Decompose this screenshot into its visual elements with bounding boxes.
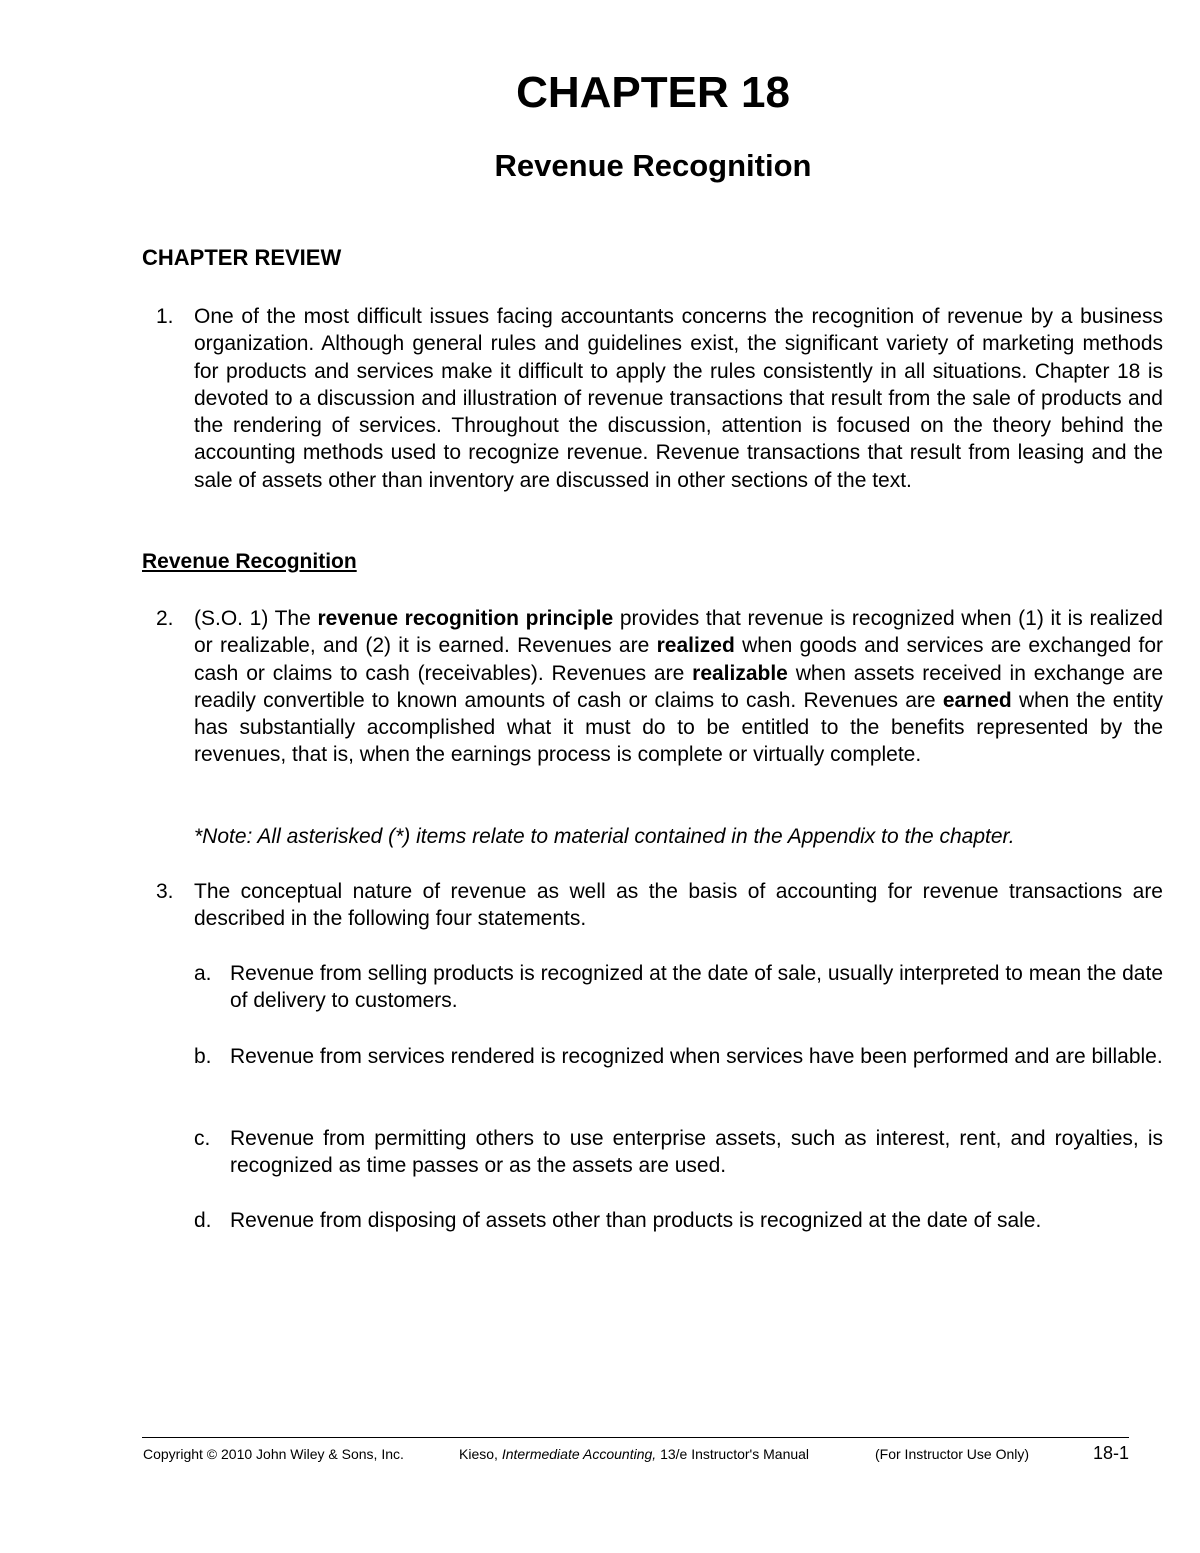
subsection-heading: Revenue Recognition <box>142 550 357 573</box>
book-title: Intermediate Accounting, <box>501 1446 657 1462</box>
statement-text: Revenue from selling products is recognized at the date of sale, usually interpreted to mean the date of delivery to customers. <box>230 962 1163 1013</box>
statement-text: Revenue from disposing of assets other than products is recognized at the date of sale. <box>230 1209 1042 1232</box>
item-text: The conceptual nature of revenue as well as the basis of accounting for revenue transactions are described in the following four statements. <box>194 880 1163 931</box>
statement-d <box>194 1207 1163 1234</box>
item-text: One of the most difficult issues facing accountants concerns the recognition of revenue by a business organization. Although general rules and guidelines exist, the significant variety of marketing methods for products and services make it difficult to apply the rules consistently in all situations. Chapter 18 is devoted to a discussion and illustration of revenue transactions that result from the sale of products and the rendering of services. Throughout the discussion, attention is focused on the theory behind the accounting methods used to recognize revenue. Revenue transactions that result from leasing and the sale of assets other than inventory are discussed in other sections of the text. <box>194 305 1163 492</box>
bold-term: realizable <box>692 661 788 685</box>
item-number: 2. <box>156 607 174 630</box>
author-name: Kieso, <box>459 1446 498 1462</box>
chapter-subtitle: Revenue Recognition <box>494 148 812 183</box>
text-run: provides that revenue is recognized when (1) it is realized or realizable, and (2) it is earned. Revenues are <box>194 607 1163 658</box>
chapter-title: CHAPTER 18 <box>516 68 790 117</box>
review-item-2 <box>142 605 1163 769</box>
item-number: 3. <box>156 880 174 903</box>
copyright-text: Copyright © 2010 John Wiley & Sons, Inc. <box>143 1446 404 1462</box>
statement-letter: d. <box>194 1209 212 1232</box>
item-text <box>194 605 1163 769</box>
section-heading: CHAPTER REVIEW <box>142 245 342 270</box>
statement-b <box>194 1043 1163 1070</box>
usage-note: (For Instructor Use Only) <box>875 1446 1030 1462</box>
footer-divider <box>142 1437 1129 1438</box>
appendix-note: *Note: All asterisked (*) items relate to material contained in the Appendix to the chapter. <box>194 825 1015 848</box>
text-run: when the entity has substantially accomplished what it must do to be entitled to the benefits represented by the revenues, that is, when the earnings process is complete or virtually complete. <box>194 688 1163 767</box>
statement-letter: a. <box>194 962 212 985</box>
statement-a <box>194 960 1163 1015</box>
book-citation <box>459 1446 809 1462</box>
review-item-1 <box>142 303 1163 494</box>
bold-term: realized <box>656 634 735 658</box>
text-run: (S.O. 1) The <box>194 607 318 630</box>
statement-letter: c. <box>194 1127 211 1150</box>
text-run: when goods and services are exchanged for cash or claims to cash (receivables). Revenues are <box>194 634 1163 685</box>
statement-text: Revenue from permitting others to use enterprise assets, such as interest, rent, and royalties, is recognized as time passes or as the assets are used. <box>230 1127 1163 1178</box>
item-number: 1. <box>156 305 174 328</box>
bold-term: earned <box>942 688 1012 712</box>
page-number: 18-1 <box>1092 1443 1129 1463</box>
bold-term: revenue recognition principle <box>317 607 614 630</box>
edition-text: 13/e Instructor's Manual <box>660 1446 810 1462</box>
review-item-3 <box>142 878 1163 933</box>
statement-text: Revenue from services rendered is recognized when services have been performed and are billable. <box>230 1045 1163 1068</box>
statement-letter: b. <box>194 1045 212 1068</box>
statement-c <box>194 1125 1163 1180</box>
text-run: when assets received in exchange are readily convertible to known amounts of cash or claims to cash. Revenues are <box>194 661 1163 712</box>
